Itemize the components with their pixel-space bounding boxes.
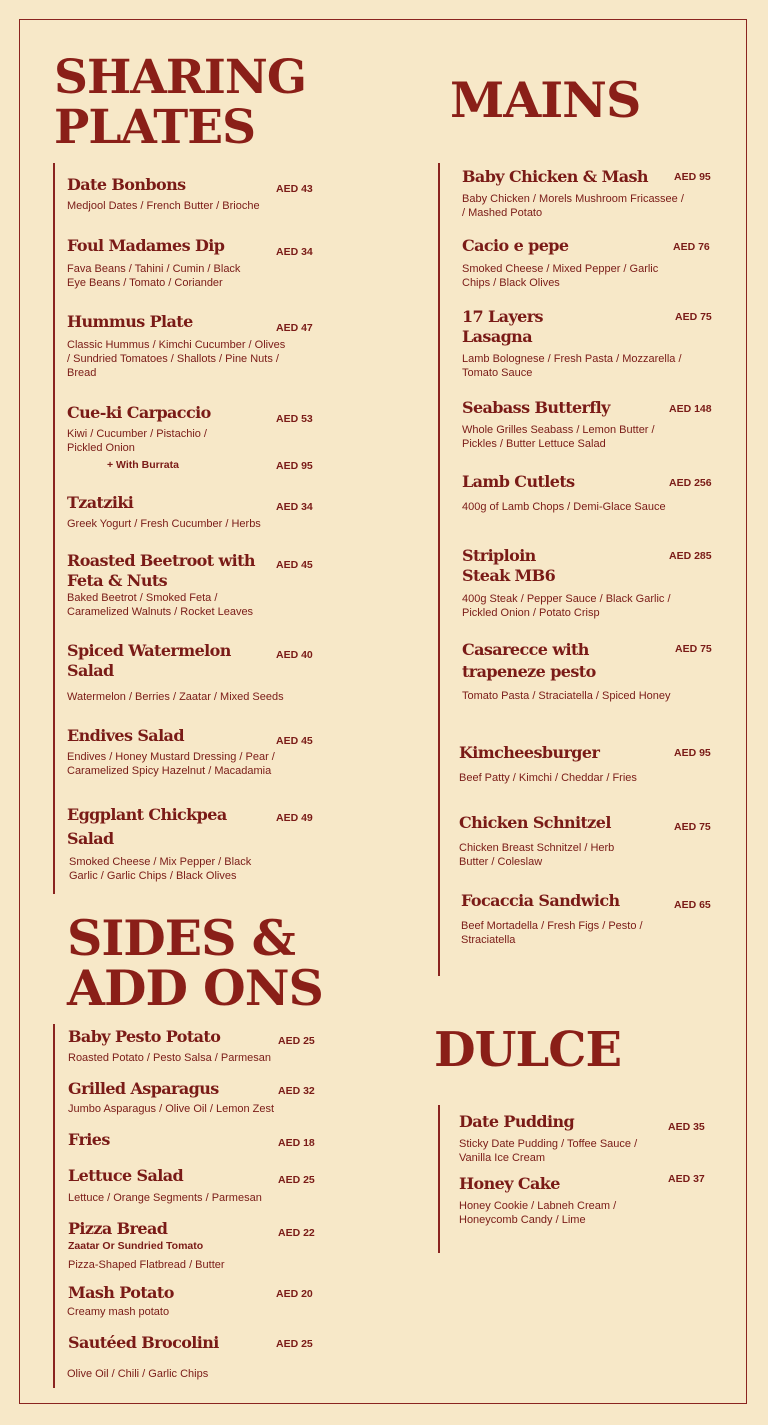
name-line: Spiced Watermelon bbox=[67, 641, 231, 660]
menu-item-baby-chicken-mash bbox=[462, 167, 714, 220]
item-price: AED 285 bbox=[669, 550, 712, 562]
item-description: Beef Patty / Kimchi / Cheddar / Fries bbox=[459, 772, 637, 784]
menu-item-cue-ki-carpaccio bbox=[67, 403, 317, 472]
menu-item-seabass-butterfly bbox=[462, 398, 714, 451]
desc-line: Chips / Black Olives bbox=[462, 277, 560, 289]
item-price: AED 75 bbox=[674, 821, 711, 833]
mains-title: MAINS bbox=[450, 71, 641, 129]
item-name: Chicken Schnitzel bbox=[459, 813, 611, 832]
desc-line: Caramelized Spicy Hazelnut / Macadamia bbox=[67, 765, 272, 777]
item-price: AED 20 bbox=[276, 1288, 313, 1300]
item-name: Baby Pesto Potato bbox=[68, 1027, 221, 1046]
item-description bbox=[67, 427, 317, 455]
menu-item-cacio-e-pepe bbox=[462, 236, 714, 290]
sides-addons-title bbox=[67, 909, 323, 1017]
menu-item-date-pudding bbox=[459, 1112, 709, 1165]
item-price: AED 32 bbox=[278, 1085, 315, 1097]
item-description: Pizza-Shaped Flatbread / Butter bbox=[68, 1259, 225, 1271]
item-name: Date Bonbons bbox=[67, 175, 186, 194]
item-description: 400g of Lamb Chops / Demi-Glace Sauce bbox=[462, 501, 666, 513]
name-line: Steak MB6 bbox=[462, 566, 556, 585]
item-description bbox=[462, 423, 714, 451]
item-name: Fries bbox=[68, 1130, 110, 1149]
item-name: Sautéed Brocolini bbox=[68, 1333, 219, 1352]
item-price: AED 65 bbox=[674, 899, 711, 911]
desc-line: Classic Hummus / Kimchi Cucumber / Olives bbox=[67, 339, 286, 351]
menu-item-focaccia-sandwich bbox=[461, 891, 714, 947]
name-line: 17 Layers bbox=[462, 307, 543, 326]
desc-line: Baby Chicken / Morels Mushroom Fricassee / bbox=[462, 193, 684, 205]
desc-line: Smoked Cheese / Mixed Pepper / Garlic bbox=[462, 263, 659, 275]
item-name: Focaccia Sandwich bbox=[461, 891, 620, 910]
item-description bbox=[459, 1137, 709, 1165]
item-price: AED 75 bbox=[675, 311, 712, 323]
item-price: AED 45 bbox=[276, 735, 313, 747]
menu-item-roasted-beetroot bbox=[67, 551, 317, 619]
item-description bbox=[459, 841, 714, 869]
item-name bbox=[67, 551, 317, 591]
item-name: Kimcheesburger bbox=[459, 743, 600, 762]
menu-item-grilled-asparagus bbox=[68, 1079, 318, 1116]
menu-item-lamb-cutlets bbox=[462, 472, 714, 514]
item-description bbox=[67, 591, 317, 619]
sides-title-line1: SIDES & bbox=[67, 909, 295, 967]
item-price: AED 75 bbox=[675, 643, 712, 655]
menu-item-endives-salad bbox=[67, 726, 317, 778]
menu-item-hummus-plate bbox=[67, 312, 317, 380]
item-description bbox=[67, 750, 317, 778]
item-description: Lettuce / Orange Segments / Parmesan bbox=[68, 1192, 262, 1204]
item-name: Lettuce Salad bbox=[68, 1166, 184, 1185]
menu-item-date-bonbons bbox=[67, 175, 317, 213]
desc-line: Eye Beans / Tomato / Coriander bbox=[67, 277, 223, 289]
item-name: Lamb Cutlets bbox=[462, 472, 575, 491]
sides-divider-line bbox=[53, 1024, 55, 1388]
item-description bbox=[67, 262, 317, 290]
desc-line: Chicken Breast Schnitzel / Herb bbox=[459, 842, 615, 854]
item-price: AED 53 bbox=[276, 413, 313, 425]
menu-item-chicken-schnitzel bbox=[459, 813, 714, 869]
sharing-divider-line bbox=[53, 163, 55, 894]
menu-item-17-layers-lasagna bbox=[462, 307, 714, 380]
item-name bbox=[67, 641, 317, 681]
menu-item-honey-cake bbox=[459, 1174, 709, 1227]
item-price: AED 43 bbox=[276, 183, 313, 195]
item-description: Tomato Pasta / Straciatella / Spiced Honey bbox=[462, 690, 671, 702]
item-name: Endives Salad bbox=[67, 726, 184, 745]
desc-line: Honey Cookie / Labneh Cream / bbox=[459, 1200, 617, 1212]
desc-line: Baked Beetrot / Smoked Feta / bbox=[67, 592, 218, 604]
name-line: Roasted Beetroot with bbox=[67, 551, 255, 570]
item-price: AED 37 bbox=[668, 1173, 705, 1185]
item-description: Watermelon / Berries / Zaatar / Mixed Seeds bbox=[67, 691, 284, 703]
item-note: Zaatar Or Sundried Tomato bbox=[68, 1240, 204, 1252]
dulce-title: DULCE bbox=[434, 1022, 622, 1078]
desc-line: Pickles / Butter Lettuce Salad bbox=[462, 438, 606, 450]
desc-line: Pickled Onion / Potato Crisp bbox=[462, 607, 600, 619]
menu-item-fries bbox=[68, 1130, 318, 1150]
desc-line: / Mashed Potato bbox=[462, 207, 543, 219]
desc-line: Pickled Onion bbox=[67, 442, 135, 454]
item-description bbox=[462, 192, 714, 220]
desc-line: Endives / Honey Mustard Dressing / Pear / bbox=[67, 751, 275, 763]
item-description bbox=[462, 352, 714, 380]
item-name: Cue-ki Carpaccio bbox=[67, 403, 211, 422]
menu-item-mash-potato bbox=[68, 1283, 318, 1319]
item-description bbox=[67, 855, 317, 883]
name-line: Casarecce with bbox=[462, 640, 589, 659]
desc-line: Smoked Cheese / Mix Pepper / Black bbox=[69, 856, 252, 868]
item-price: AED 95 bbox=[674, 747, 711, 759]
name-line: Lasagna bbox=[462, 327, 532, 346]
sides-title-line2: ADD ONS bbox=[67, 959, 323, 1017]
menu-item-casarecce bbox=[462, 639, 714, 703]
desc-line: Caramelized Walnuts / Rocket Leaves bbox=[67, 606, 254, 618]
desc-line: Garlic / Garlic Chips / Black Olives bbox=[69, 870, 237, 882]
item-price: AED 35 bbox=[668, 1121, 705, 1133]
menu-item-lettuce-salad bbox=[68, 1166, 318, 1205]
item-price: AED 95 bbox=[674, 171, 711, 183]
desc-line: Fava Beans / Tahini / Cumin / Black bbox=[67, 263, 241, 275]
item-price: AED 45 bbox=[276, 559, 313, 571]
desc-line: Honeycomb Candy / Lime bbox=[459, 1214, 586, 1226]
desc-line: Butter / Coleslaw bbox=[459, 856, 543, 868]
desc-line: Lamb Bolognese / Fresh Pasta / Mozzarella / bbox=[462, 353, 682, 365]
desc-line: Tomato Sauce bbox=[462, 367, 533, 379]
item-price: AED 25 bbox=[278, 1174, 315, 1186]
item-price: AED 34 bbox=[276, 246, 313, 258]
desc-line: Sticky Date Pudding / Toffee Sauce / bbox=[459, 1138, 638, 1150]
addon-label: + With Burrata bbox=[107, 459, 179, 471]
item-description: Greek Yogurt / Fresh Cucumber / Herbs bbox=[67, 518, 261, 530]
item-price: AED 148 bbox=[669, 403, 712, 415]
item-name: Date Pudding bbox=[459, 1112, 575, 1131]
menu-item-kimcheesburger bbox=[459, 743, 714, 785]
sharing-plates-title bbox=[54, 50, 306, 155]
item-name: Hummus Plate bbox=[67, 312, 193, 331]
item-description bbox=[462, 592, 714, 620]
item-name: Foul Madames Dip bbox=[67, 236, 225, 255]
name-line: Eggplant Chickpea bbox=[67, 805, 227, 824]
desc-line: Straciatella bbox=[461, 934, 516, 946]
desc-line: Whole Grilles Seabass / Lemon Butter / bbox=[462, 424, 655, 436]
menu-item-pizza-bread bbox=[68, 1219, 318, 1272]
menu-item-sauteed-brocolini bbox=[68, 1333, 318, 1381]
item-name: Tzatziki bbox=[67, 493, 134, 512]
item-name: Pizza Bread bbox=[68, 1219, 168, 1238]
item-description: Creamy mash potato bbox=[67, 1306, 170, 1318]
item-description bbox=[459, 1199, 709, 1227]
item-name: Baby Chicken & Mash bbox=[462, 167, 648, 186]
item-price: AED 25 bbox=[276, 1338, 313, 1350]
item-price: AED 18 bbox=[278, 1137, 315, 1149]
item-description bbox=[67, 338, 317, 380]
desc-line: 400g Steak / Pepper Sauce / Black Garlic / bbox=[462, 593, 671, 605]
item-description bbox=[462, 262, 714, 290]
item-description: Olive Oil / Chili / Garlic Chips bbox=[67, 1368, 209, 1380]
item-price: AED 47 bbox=[276, 322, 313, 334]
menu-item-spiced-watermelon bbox=[67, 641, 317, 704]
item-name: Honey Cake bbox=[459, 1174, 560, 1193]
item-price: AED 25 bbox=[278, 1035, 315, 1047]
dulce-divider-line bbox=[438, 1105, 440, 1253]
desc-line: Bread bbox=[67, 367, 97, 379]
sharing-title-line1: SHARING bbox=[54, 50, 306, 105]
desc-line: Beef Mortadella / Fresh Figs / Pesto / bbox=[461, 920, 643, 932]
menu-item-foul-madames-dip bbox=[67, 236, 317, 290]
desc-line: / Sundried Tomatoes / Shallots / Pine Nuts / bbox=[67, 353, 279, 365]
item-price: AED 22 bbox=[278, 1227, 315, 1239]
name-line: Feta & Nuts bbox=[67, 571, 168, 590]
item-description bbox=[461, 919, 714, 947]
menu-item-baby-pesto-potato bbox=[68, 1027, 318, 1065]
sharing-title-line2: PLATES bbox=[54, 100, 256, 155]
item-price: AED 256 bbox=[669, 477, 712, 489]
mains-divider-line bbox=[438, 163, 440, 976]
item-price: AED 49 bbox=[276, 812, 313, 824]
item-description: Medjool Dates / French Butter / Brioche bbox=[67, 200, 260, 212]
name-line: trapeneze pesto bbox=[462, 662, 596, 681]
item-name: Seabass Butterfly bbox=[462, 398, 610, 417]
menu-item-striploin-steak bbox=[462, 546, 714, 620]
menu-item-tzatziki bbox=[67, 493, 317, 531]
addon-price: AED 95 bbox=[276, 460, 313, 472]
item-description: Roasted Potato / Pesto Salsa / Parmesan bbox=[68, 1052, 272, 1064]
item-name bbox=[67, 803, 317, 851]
name-line: Salad bbox=[67, 829, 114, 848]
desc-line: Vanilla Ice Cream bbox=[459, 1152, 545, 1164]
item-name: Mash Potato bbox=[68, 1283, 174, 1302]
name-line: Salad bbox=[67, 661, 114, 680]
item-price: AED 34 bbox=[276, 501, 313, 513]
item-description: Jumbo Asparagus / Olive Oil / Lemon Zest bbox=[68, 1103, 275, 1115]
desc-line: Kiwi / Cucumber / Pistachio / bbox=[67, 428, 207, 440]
item-name: Cacio e pepe bbox=[462, 236, 569, 255]
item-price: AED 76 bbox=[673, 241, 710, 253]
item-name: Grilled Asparagus bbox=[68, 1079, 219, 1098]
menu-item-eggplant-chickpea bbox=[67, 803, 317, 883]
name-line: Striploin bbox=[462, 546, 536, 565]
item-price: AED 40 bbox=[276, 649, 313, 661]
